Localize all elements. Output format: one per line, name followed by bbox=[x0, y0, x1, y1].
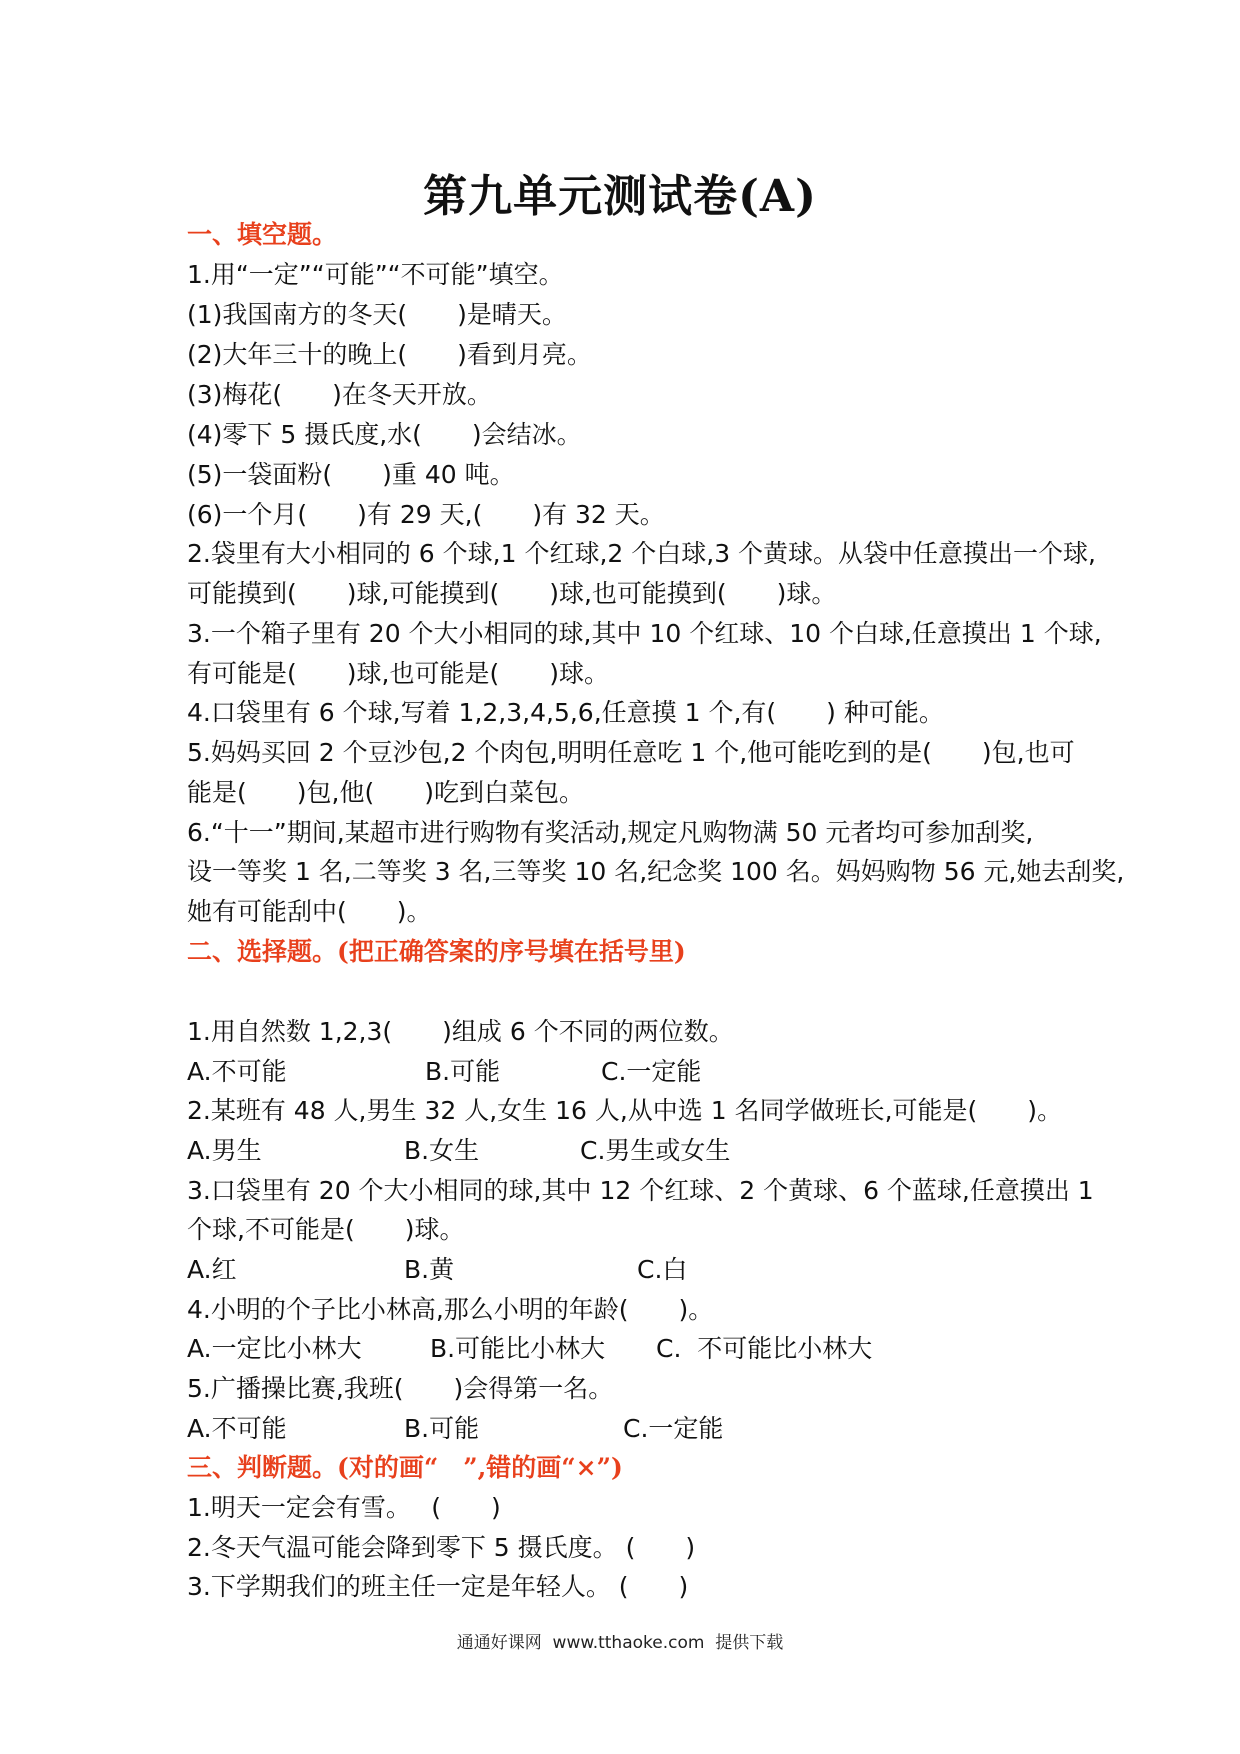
choice-option-a: A.不可能 bbox=[187, 1414, 287, 1443]
section2-heading: 二、选择题。(把正确答案的序号填在括号里) bbox=[187, 937, 686, 966]
choice-option-c: C. 不可能比小林大 bbox=[656, 1334, 873, 1363]
choice-question: 2.某班有 48 人,男生 32 人,女生 16 人,从中选 1 名同学做班长,可能是( )。 bbox=[187, 1096, 1063, 1125]
fill-line: 3.一个箱子里有 20 个大小相同的球,其中 10 个红球、10 个白球,任意摸出 1 个球, bbox=[187, 619, 1102, 648]
fill-line: (3)梅花( )在冬天开放。 bbox=[187, 380, 492, 409]
fill-line: 她有可能刮中( )。 bbox=[187, 897, 432, 926]
fill-line: 能是( )包,他( )吃到白菜包。 bbox=[187, 778, 584, 807]
choice-question-continued: 个球,不可能是( )球。 bbox=[187, 1215, 465, 1244]
fill-line: (1)我国南方的冬天( )是晴天。 bbox=[187, 300, 567, 329]
section1-heading: 一、填空题。 bbox=[187, 220, 338, 249]
fill-line: 有可能是( )球,也可能是( )球。 bbox=[187, 659, 609, 688]
choice-option-b: B.可能 bbox=[404, 1414, 480, 1443]
choice-option-b: B.可能比小林大 bbox=[430, 1334, 606, 1363]
fill-line: (2)大年三十的晚上( )看到月亮。 bbox=[187, 340, 592, 369]
page-title: 第九单元测试卷(A) bbox=[423, 171, 817, 222]
choice-option-b: B.可能 bbox=[425, 1057, 501, 1086]
judge-line: 2.冬天气温可能会降到零下 5 摄氏度。 ( ) bbox=[187, 1533, 696, 1562]
fill-line: 可能摸到( )球,可能摸到( )球,也可能摸到( )球。 bbox=[187, 579, 837, 608]
fill-line: 4.口袋里有 6 个球,写着 1,2,3,4,5,6,任意摸 1 个,有( ) 种可能。 bbox=[187, 698, 944, 727]
choice-option-b: B.黄 bbox=[404, 1255, 455, 1284]
fill-line: (6)一个月( )有 29 天,( )有 32 天。 bbox=[187, 500, 665, 529]
choice-question: 5.广播操比赛,我班( )会得第一名。 bbox=[187, 1374, 614, 1403]
choice-question: 1.用自然数 1,2,3( )组成 6 个不同的两位数。 bbox=[187, 1017, 734, 1046]
choice-option-a: A.一定比小林大 bbox=[187, 1334, 362, 1363]
fill-line: 1.用“一定”“可能”“不可能”填空。 bbox=[187, 260, 564, 289]
choice-question: 3.口袋里有 20 个大小相同的球,其中 12 个红球、2 个黄球、6 个蓝球,任意摸出 1 bbox=[187, 1176, 1094, 1205]
choice-option-c: C.男生或女生 bbox=[580, 1136, 731, 1165]
footer-credit: 通通好课网 www.tthaoke.com 提供下载 bbox=[456, 1633, 784, 1653]
fill-line: 5.妈妈买回 2 个豆沙包,2 个肉包,明明任意吃 1 个,他可能吃到的是( )包,也可 bbox=[187, 738, 1075, 767]
choice-option-c: C.一定能 bbox=[623, 1414, 724, 1443]
fill-line: 2.袋里有大小相同的 6 个球,1 个红球,2 个白球,3 个黄球。从袋中任意摸出一个球, bbox=[187, 539, 1096, 568]
fill-line: 6.“十一”期间,某超市进行购物有奖活动,规定凡购物满 50 元者均可参加刮奖, bbox=[187, 818, 1034, 847]
choice-option-a: A.红 bbox=[187, 1255, 237, 1284]
fill-line: (4)零下 5 摄氏度,水( )会结冰。 bbox=[187, 420, 582, 449]
choice-option-c: C.一定能 bbox=[601, 1057, 702, 1086]
choice-option-b: B.女生 bbox=[404, 1136, 480, 1165]
choice-option-a: A.男生 bbox=[187, 1136, 262, 1165]
fill-line: (5)一袋面粉( )重 40 吨。 bbox=[187, 460, 515, 489]
judge-line: 1.明天一定会有雪。 ( ) bbox=[187, 1493, 501, 1522]
choice-option-c: C.白 bbox=[637, 1255, 688, 1284]
choice-option-a: A.不可能 bbox=[187, 1057, 287, 1086]
fill-line: 设一等奖 1 名,二等奖 3 名,三等奖 10 名,纪念奖 100 名。妈妈购物 56 元,她去刮奖, bbox=[187, 857, 1125, 886]
section3-heading: 三、判断题。(对的画“ ”,错的画“×”) bbox=[187, 1453, 623, 1482]
judge-line: 3.下学期我们的班主任一定是年轻人。 ( ) bbox=[187, 1572, 689, 1601]
choice-question: 4.小明的个子比小林高,那么小明的年龄( )。 bbox=[187, 1295, 714, 1324]
